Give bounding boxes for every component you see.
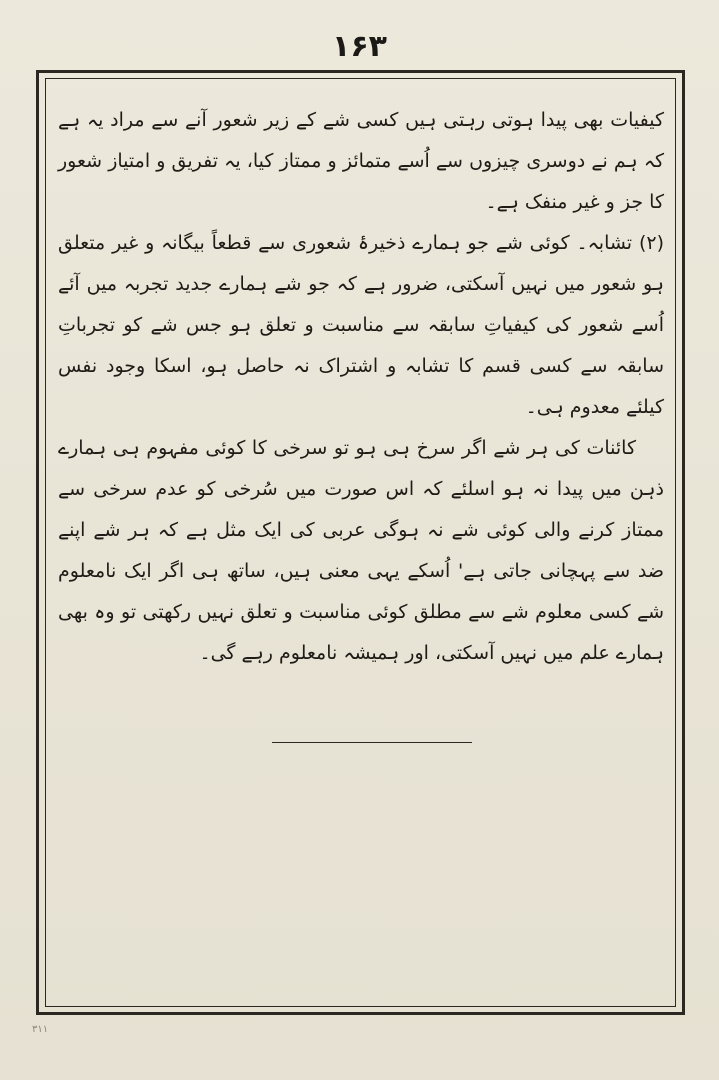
paragraph-1: کیفیات بھی پیدا ہوتی رہتی ہیں کسی شے کے زیر شعور آنے سے مراد یہ ہے کہ ہم نے دوسری چیزوں سے اُسے متمائز و ممتاز کیا، یہ تفریق و امتیاز شعور کا جز و غیر منفک ہے۔: [58, 109, 664, 213]
body-text: [58, 100, 664, 674]
paragraph-2: (۲) تشابہ۔ کوئی شے جو ہمارے ذخیرۂ شعوری سے قطعاً بیگانہ و غیر متعلق ہو شعور میں نہیں آسکتی، ضرور ہے کہ جو شے ہمارے جدید تجربہ میں آئے اُسے شعور کی کیفیاتِ سابقہ سے مناسبت و تعلق ہو جس شے کو تجرباتِ سابقہ سے کسی قسم کا تشابہ و اشتراک نہ حاصل ہو، اسکا وجود نفس کیلئے معدوم ہی۔: [58, 232, 664, 418]
library-mark: ۳۱۱: [32, 1024, 49, 1035]
section-divider: [272, 742, 472, 743]
page-number: ۱۶۳: [332, 29, 387, 64]
paragraph-3: کائنات کی ہر شے اگر سرخ ہی ہو تو سرخی کا کوئی مفہوم ہی ہمارے ذہن میں پیدا نہ ہو اسلئے کہ اس صورت میں سُرخی کو عدم سرخی سے ممتاز کرنے والی کوئی شے نہ ہوگی عربی کی ایک مثل ہے کہ ہر شے اپنے ضد سے پہچانی جاتی ہے' اُسکے یہی معنی ہیں، ساتھ ہی اگر ایک نامعلوم شے کسی معلوم شے سے مطلق کوئی مناسبت و تعلق نہیں رکھتی تو وہ بھی ہمارے علم میں نہیں آسکتی، اور ہمیشہ نامعلوم رہے گی۔: [58, 437, 664, 664]
